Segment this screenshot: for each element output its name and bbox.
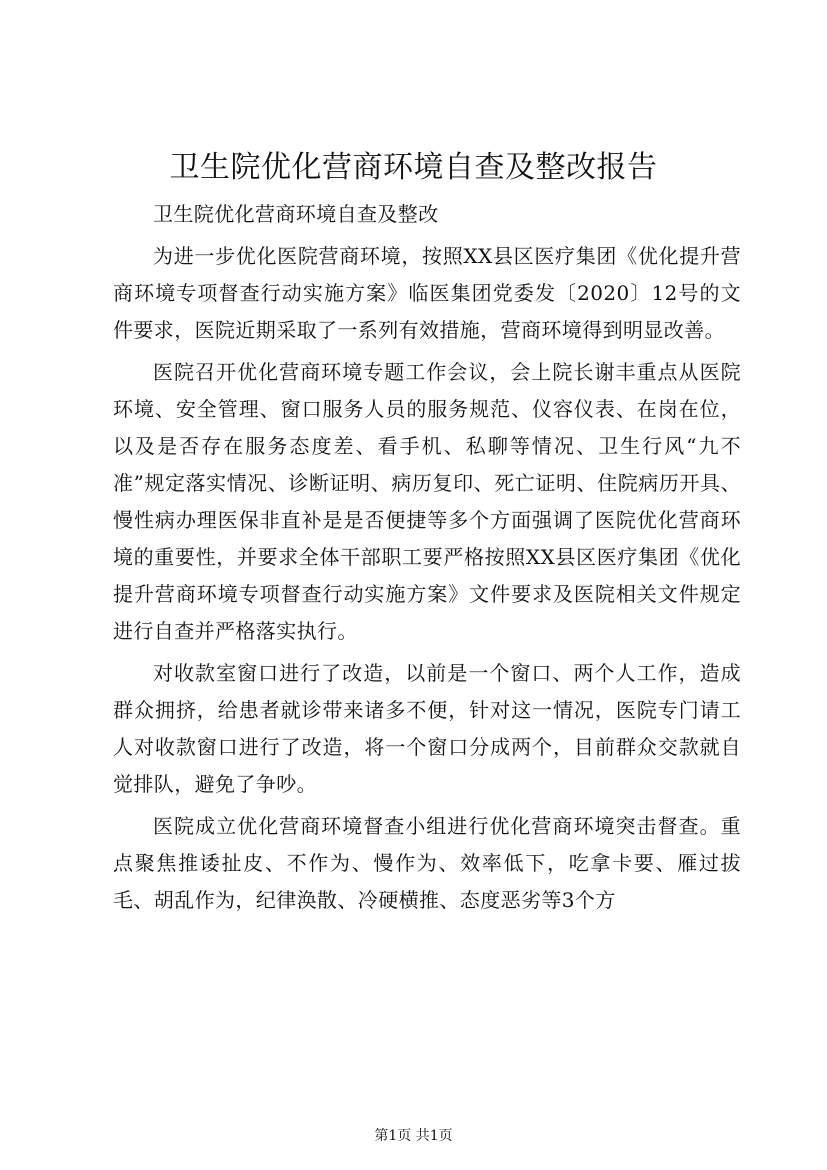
paragraph-inspection-team: 医院成立优化营商环境督查小组进行优化营商环境突击督查。重点聚焦推诿扯皮、不作为、慢作为、效率低下，吃拿卡要、雁过拔毛、胡乱作为，纪律涣散、冷硬横推、态度恶劣等3个方 [113, 814, 741, 912]
paragraph-intro: 为进一步优化医院营商环境，按照XX县区医疗集团《优化提升营商环境专项督查行动实施方案》临医集团党委发〔2020〕12号的文件要求，医院近期采取了一系列有效措施，营商环境得到明显改善。 [113, 244, 741, 342]
paragraph-meeting: 医院召开优化营商环境专题工作会议，会上院长谢丰重点从医院环境、安全管理、窗口服务人员的服务规范、仪容仪表、在岗在位，以及是否存在服务态度差、看手机、私聊等情况、卫生行风“九不准”规定落实情况、诊断证明、病历复印、死亡证明、住院病历开具、慢性病办理医保非直补是是否便捷等多个方面强调了医院优化营商环境的重要性，并要求全体干部职工要严格按照XX县区医疗集团《优化提升营商环境专项督查行动实施方案》文件要求及医院相关文件规定进行自查并严格落实执行。 [113, 360, 741, 643]
document-title: 卫生院优化营商环境自查及整改报告 [169, 150, 658, 185]
document-body [113, 196, 741, 924]
paragraph-subtitle: 卫生院优化营商环境自查及整改 [153, 202, 439, 226]
paragraph-window-renovation: 对收款室窗口进行了改造，以前是一个窗口、两个人工作，造成群众拥挤，给患者就诊带来诸多不便，针对这一情况，医院专门请工人对收款窗口进行了改造，将一个窗口分成两个，目前群众交款就自觉排队，避免了争吵。 [113, 661, 741, 796]
page-footer: 第1页 共1页 [374, 1128, 453, 1144]
